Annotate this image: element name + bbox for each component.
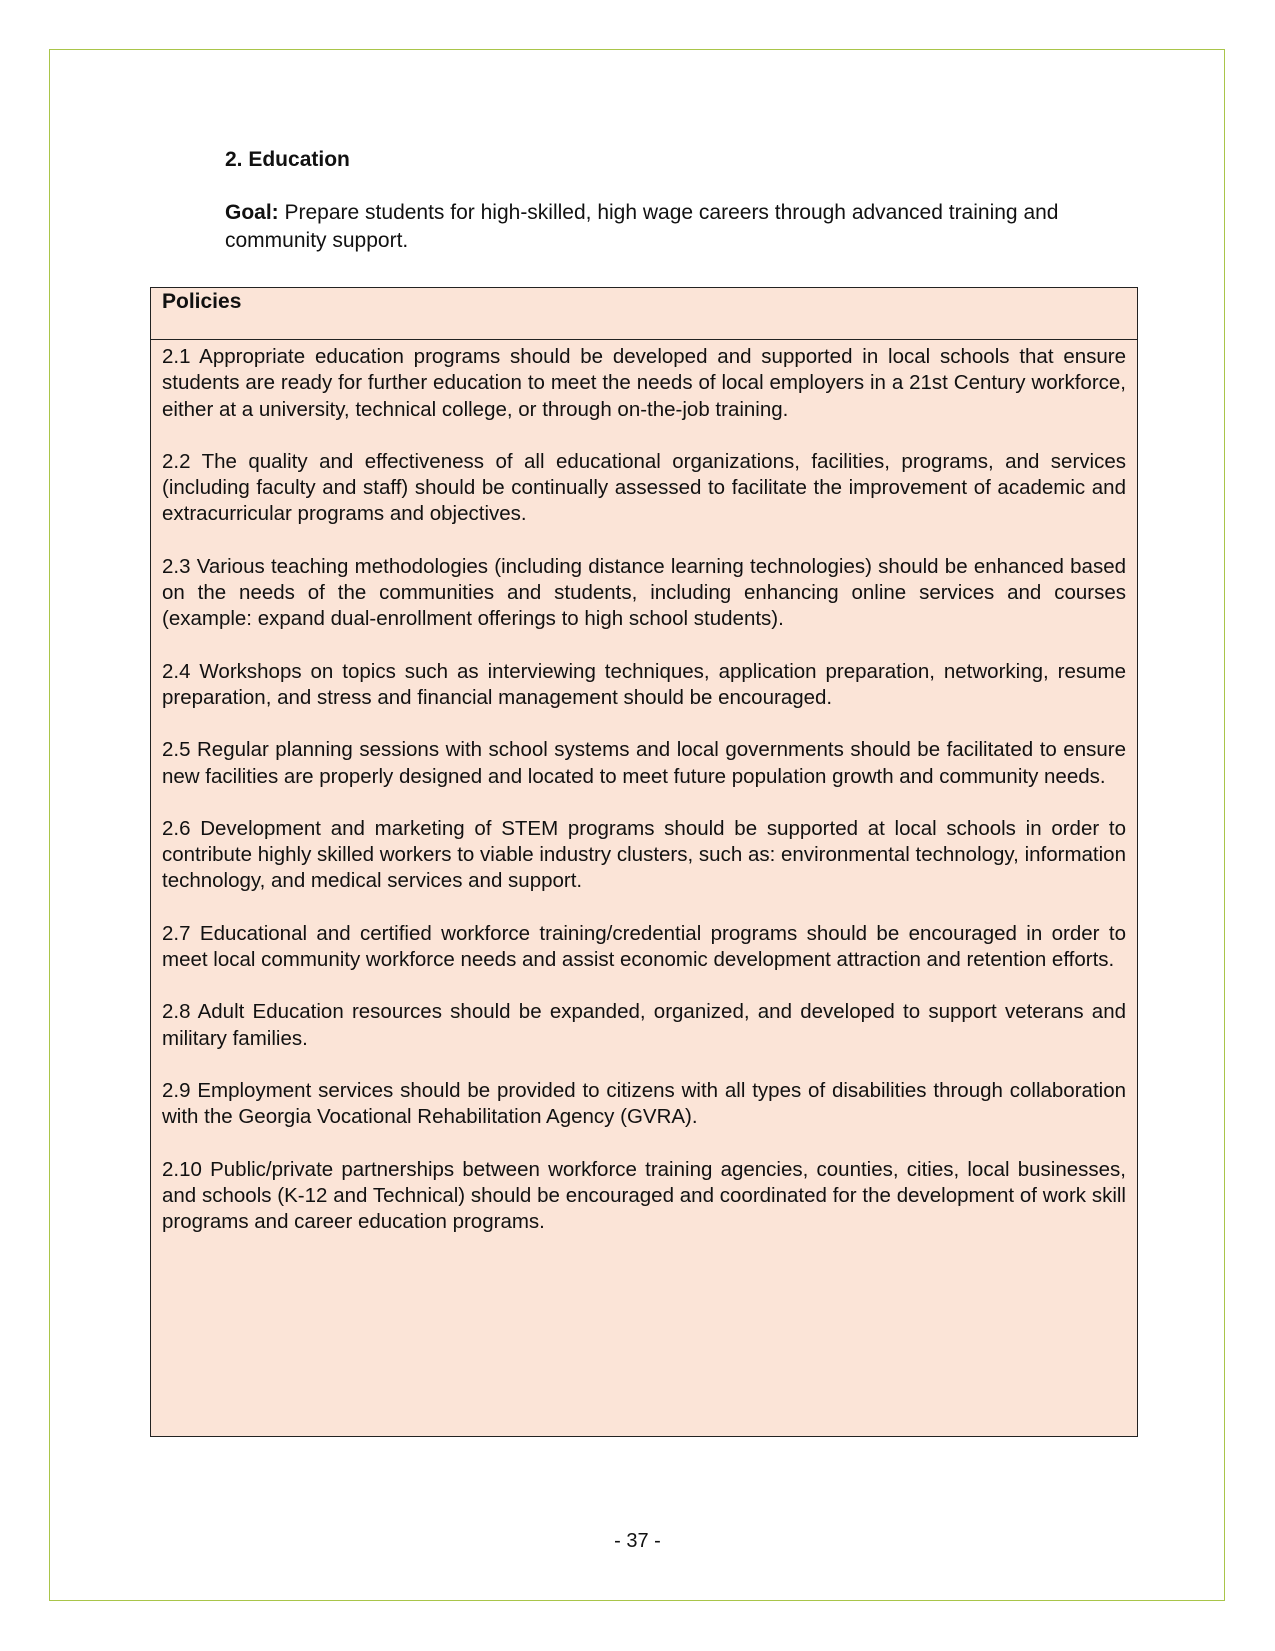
policy-item-2-4: 2.4 Workshops on topics such as interviewing techniques, application preparation, networking, resume preparation, and stress and financial management should be encouraged.	[162, 659, 1126, 709]
policy-item-2-7: 2.7 Educational and certified workforce training/credential programs should be encouraged in order to meet local community workforce needs and assist economic development attraction and retention efforts.	[162, 921, 1126, 972]
policy-item-2-9: 2.9 Employment services should be provided to citizens with all types of disabilities through collaboration with the Georgia Vocational Rehabilitation Agency (GVRA).	[162, 1078, 1126, 1129]
policy-item-2-8: 2.8 Adult Education resources should be expanded, organized, and developed to support veterans and military families.	[162, 1000, 1126, 1050]
policy-item-2-3: 2.3 Various teaching methodologies (including distance learning technologies) should be enhanced based on the needs of the communities and students, including enhancing online services and courses (example: expand dual-enrollment offerings to high school students).	[162, 554, 1126, 631]
policies-table	[150, 287, 1138, 1437]
policies-list	[151, 340, 1137, 1235]
policy-item-2-6: 2.6 Development and marketing of STEM programs should be supported at local schools in order to contribute highly skilled workers to viable industry clusters, such as: environmental technology, information technology, and medical services and support.	[162, 816, 1126, 893]
page-number: - 37 -	[614, 1530, 661, 1552]
policy-item-2-1: 2.1 Appropriate education programs should be developed and supported in local schools that ensure students are ready for further education to meet the needs of local employers in a 21st Century workforce, either at a university, technical college, or through on-the-job training.	[162, 345, 1126, 421]
policies-header	[151, 288, 1137, 340]
goal-statement	[225, 199, 1125, 255]
section-title: 2. Education	[225, 148, 350, 171]
goal-text: Prepare students for high-skilled, high wage careers through advanced training and community support.	[225, 201, 1059, 252]
policy-item-2-10: 2.10 Public/private partnerships between workforce training agencies, counties, cities, local businesses, and schools (K-12 and Technical) should be encouraged and coordinated for the development of work skill programs and career education programs.	[162, 1157, 1126, 1234]
goal-label: Goal:	[225, 201, 279, 224]
policies-header-label: Policies	[162, 290, 242, 313]
policy-item-2-5: 2.5 Regular planning sessions with school systems and local governments should be facilitated to ensure new facilities are properly designed and located to meet future population growth and community needs.	[162, 738, 1126, 788]
policy-item-2-2: 2.2 The quality and effectiveness of all educational organizations, facilities, programs, and services (including faculty and staff) should be continually assessed to facilitate the improvement of academic and extracurricular programs and objectives.	[162, 449, 1126, 526]
